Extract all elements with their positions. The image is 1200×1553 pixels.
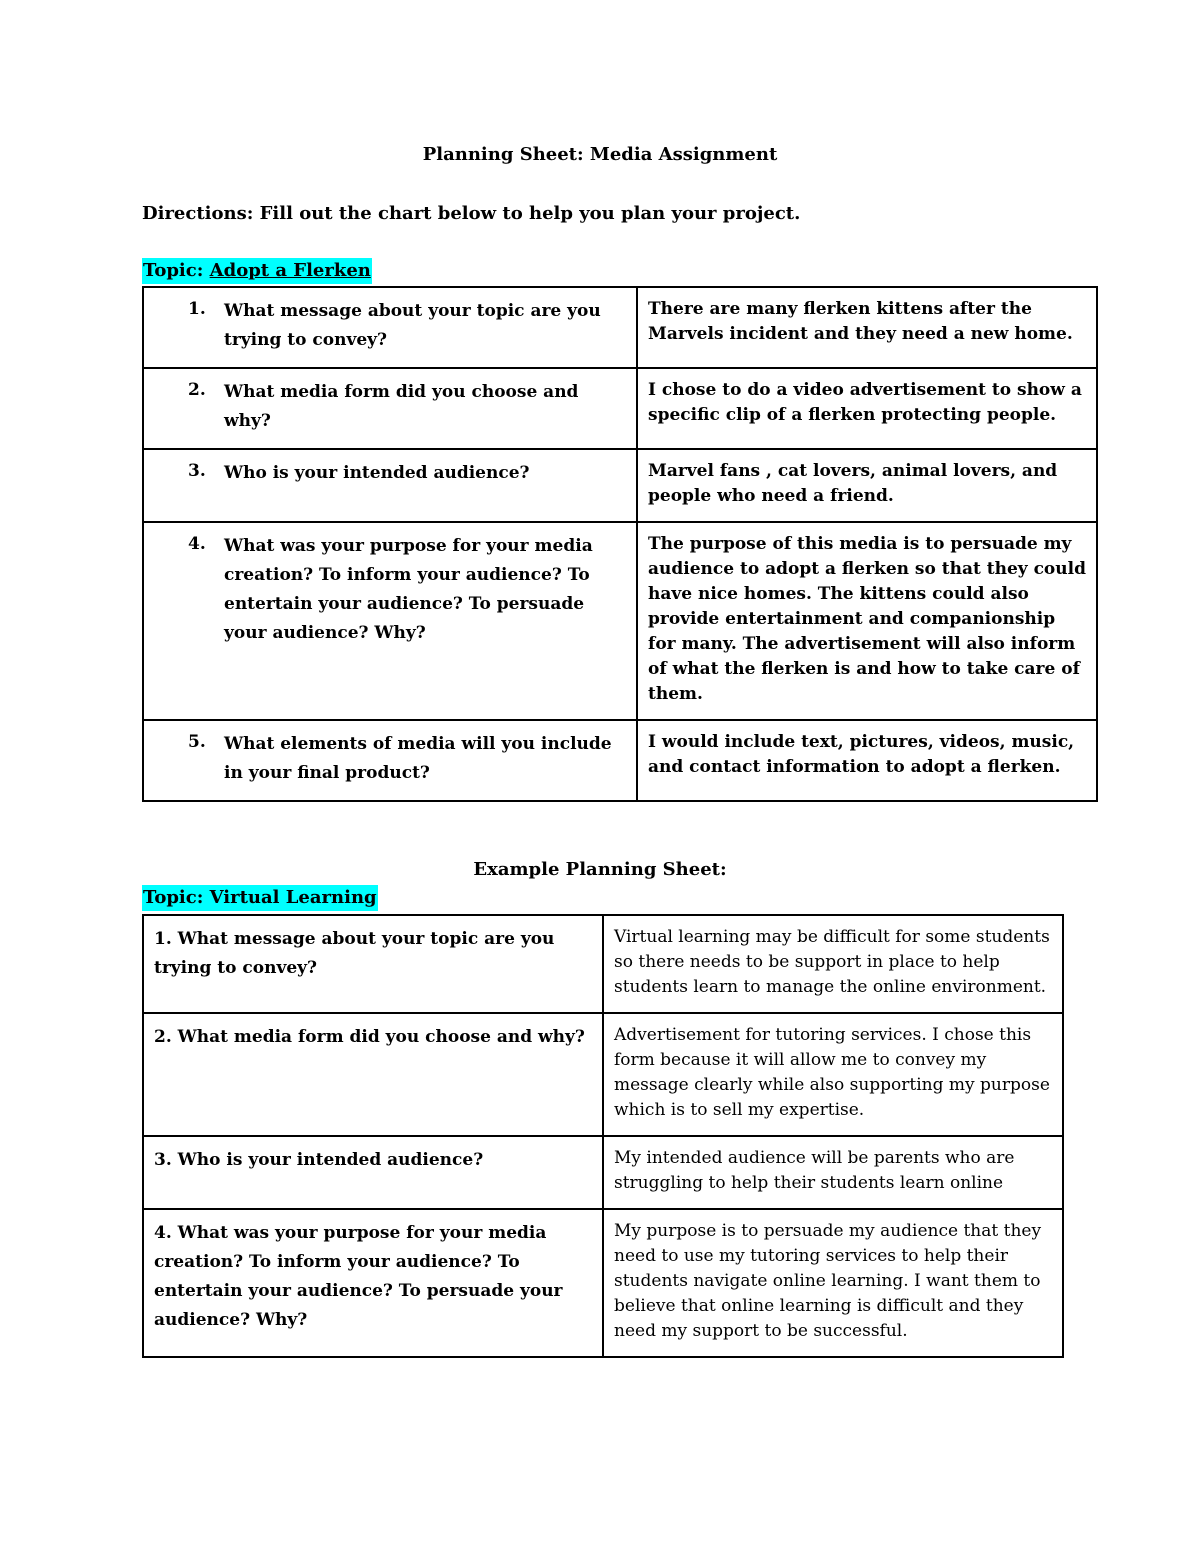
answer-cell: Virtual learning may be difficult for some students so there needs to be support in place to help students learn to manage the online environment. [603,915,1063,1013]
question-number: 3. [188,461,206,481]
question-text: What message about your topic are you trying to convey? [224,301,601,350]
question-number: 1. [188,299,206,319]
example-topic-heading [142,885,378,911]
answer-cell: Advertisement for tutoring services. I chose this form because it will allow me to convey my message clearly while also supporting my purpose which is to sell my expertise. [603,1013,1063,1136]
example-planning-table [142,914,1064,1358]
table-row [143,915,1063,1013]
question-cell: 2. What media form did you choose and why? [143,1013,603,1136]
question-cell [143,449,637,522]
table-row [143,522,1097,720]
answer-cell: Marvel fans , cat lovers, animal lovers, and people who need a friend. [637,449,1097,522]
answer-cell: My intended audience will be parents who are struggling to help their students learn online [603,1136,1063,1209]
question-number: 5. [188,732,206,752]
question-cell [143,287,637,368]
question-text: What elements of media will you include in your final product? [224,734,612,783]
table-row [143,1209,1063,1357]
table-row [143,1136,1063,1209]
topic-label: Topic: [143,887,210,908]
page-title: Planning Sheet: Media Assignment [422,144,778,165]
question-cell: 4. What was your purpose for your media creation? To inform your audience? To entertain your audience? To persuade your audience? Why? [143,1209,603,1357]
topic-label: Topic: [143,260,210,281]
answer-cell: There are many flerken kittens after the Marvels incident and they need a new home. [637,287,1097,368]
question-number: 2. [188,380,206,400]
answer-cell: My purpose is to persuade my audience that they need to use my tutoring services to help their students navigate online learning. I want them to believe that online learning is difficult and they need my support to be successful. [603,1209,1063,1357]
question-number: 4. [188,534,206,554]
answer-cell: I chose to do a video advertisement to show a specific clip of a flerken protecting people. [637,368,1097,449]
question-cell: 3. Who is your intended audience? [143,1136,603,1209]
topic-heading [142,258,372,284]
question-text: Who is your intended audience? [224,463,530,483]
answer-cell: The purpose of this media is to persuade my audience to adopt a flerken so that they could have nice homes. The kittens could also provide entertainment and companionship for many. The advertisement will also inform of what the flerken is and how to take care of them. [637,522,1097,720]
answer-cell: I would include text, pictures, videos, music, and contact information to adopt a flerken. [637,720,1097,801]
example-title: Example Planning Sheet: [473,859,727,880]
directions-text: Directions: Fill out the chart below to help you plan your project. [142,203,801,224]
table-row [143,287,1097,368]
table-row [143,449,1097,522]
topic-value: Adopt a Flerken [209,260,371,281]
question-cell [143,720,637,801]
question-cell: 1. What message about your topic are you trying to convey? [143,915,603,1013]
question-text: What was your purpose for your media creation? To inform your audience? To entertain your audience? To persuade your audience? Why? [224,536,593,643]
table-row [143,720,1097,801]
table-row [143,1013,1063,1136]
table-row [143,368,1097,449]
planning-table [142,286,1098,802]
question-cell [143,522,637,720]
question-cell [143,368,637,449]
question-text: What media form did you choose and why? [224,382,579,431]
topic-value: Virtual Learning [209,887,377,908]
